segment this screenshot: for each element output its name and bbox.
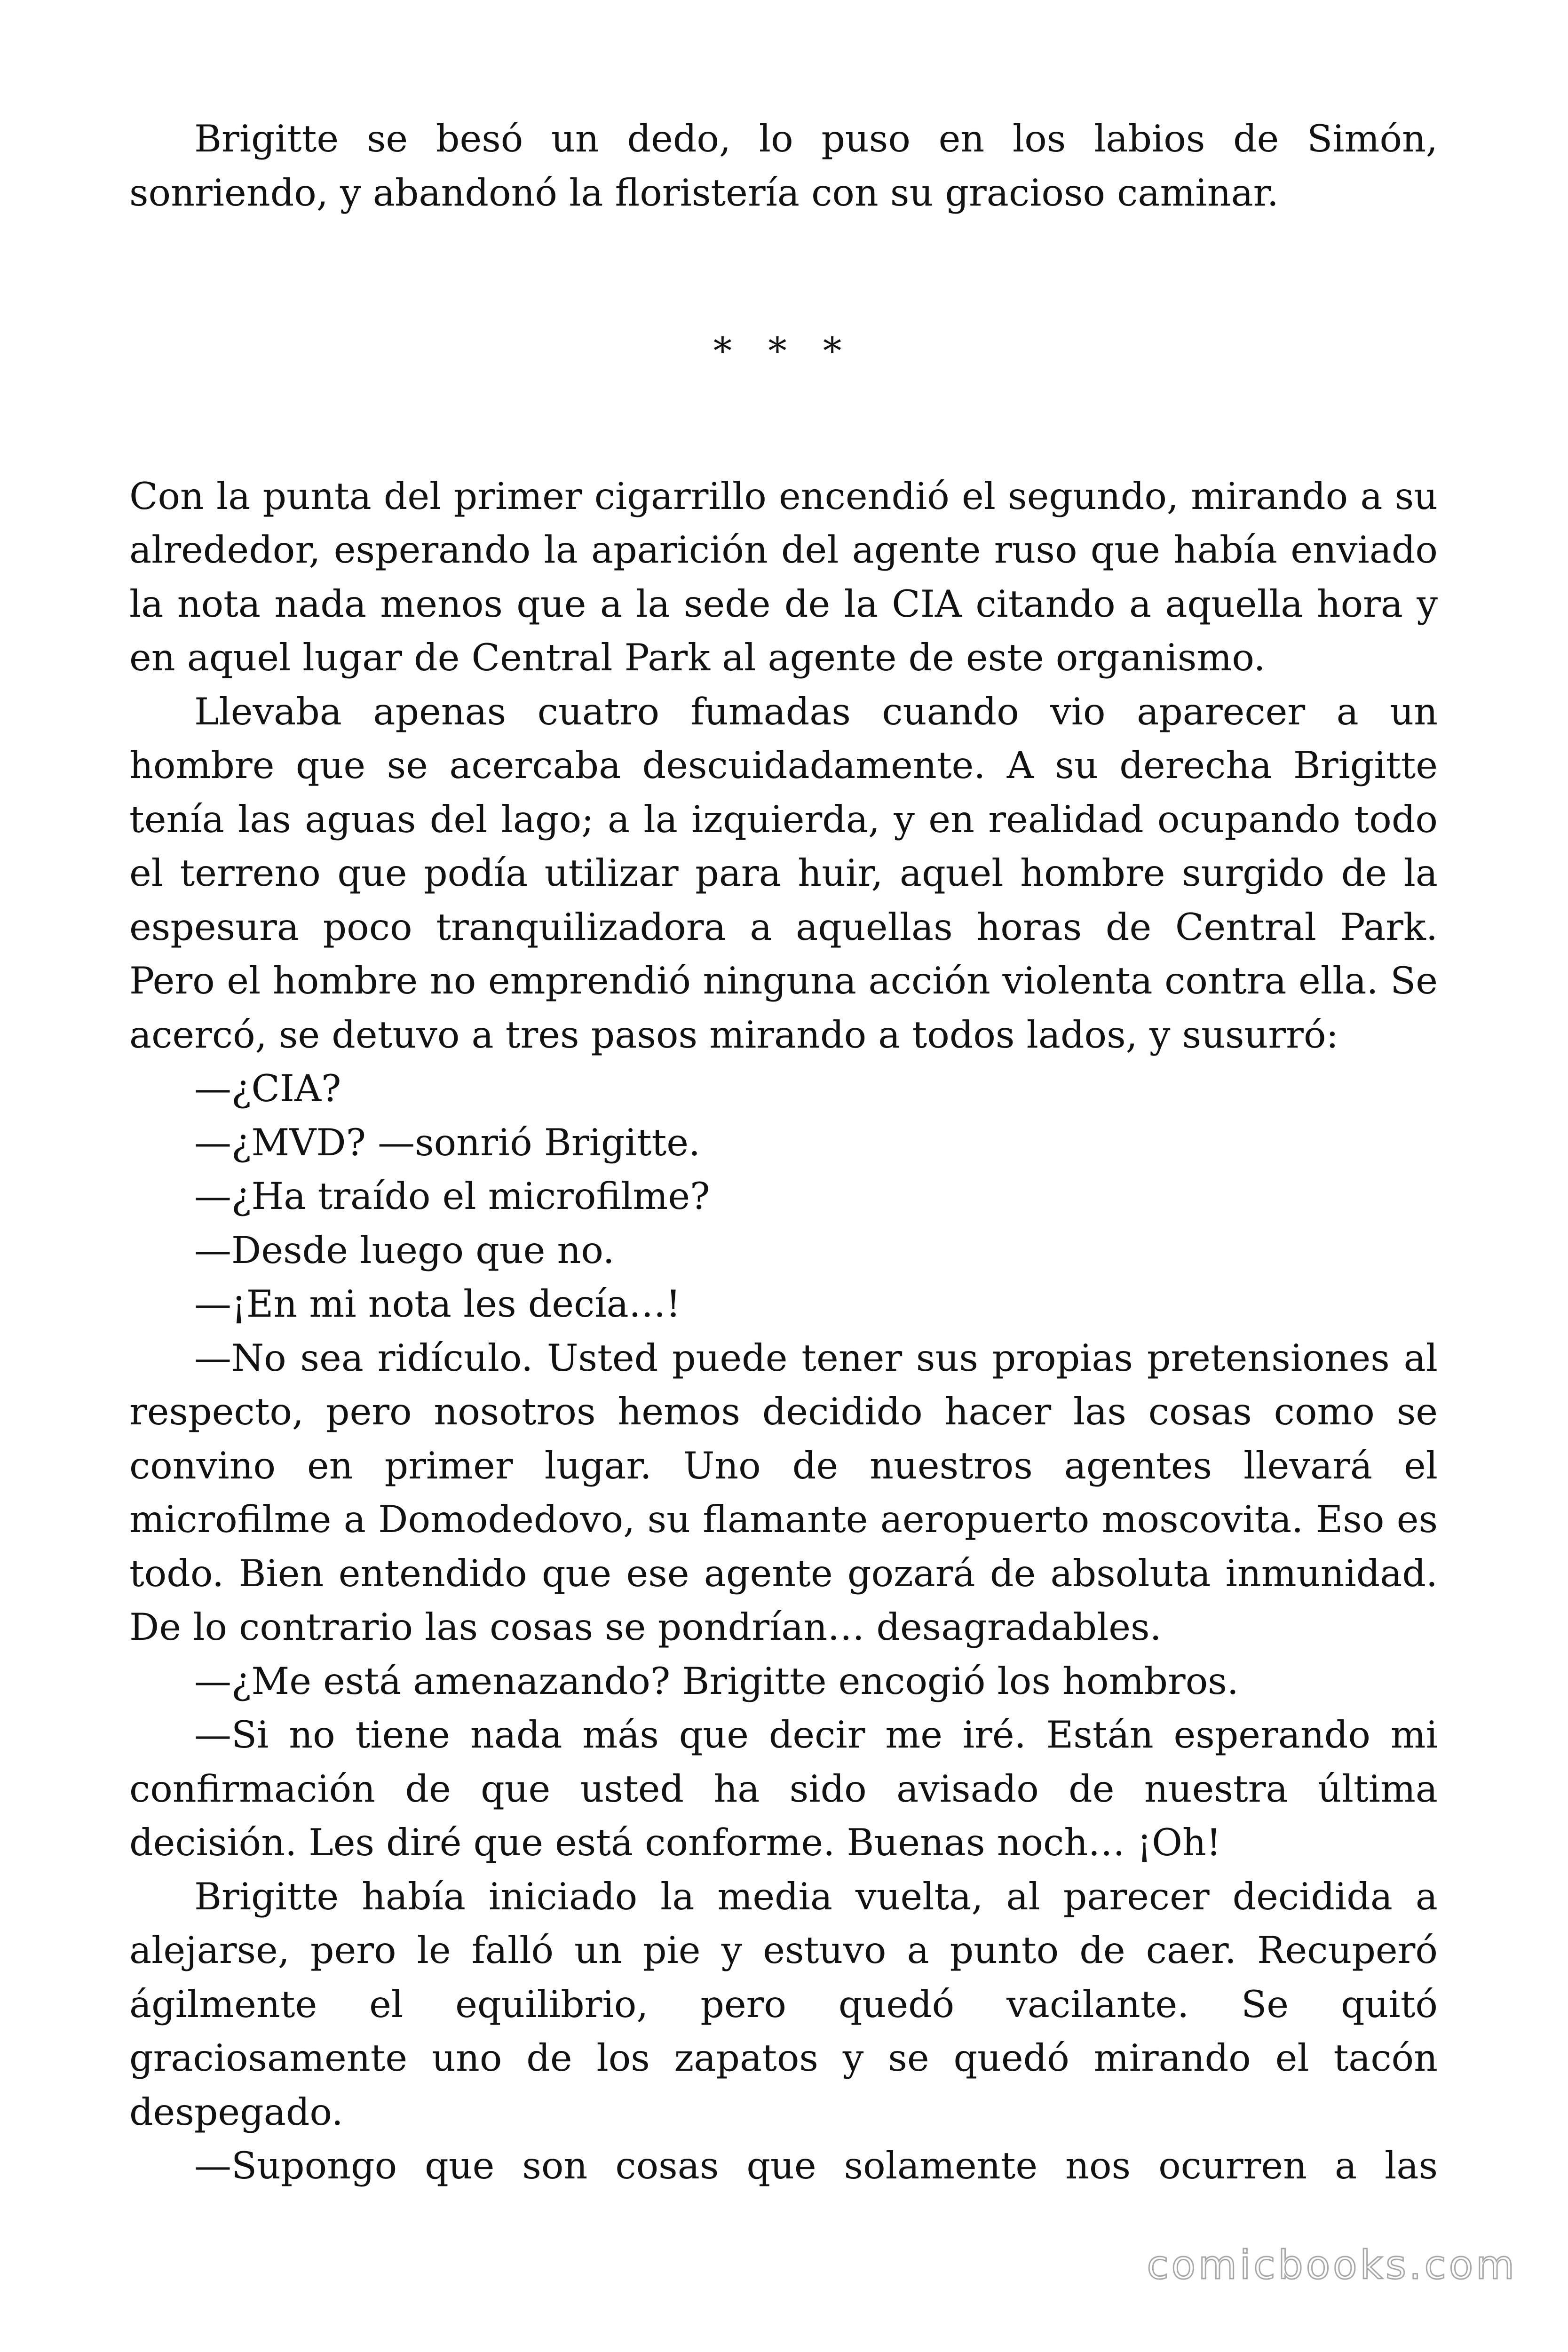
dialogue-line: —¿Ha traído el microfilme? (194, 1175, 710, 1218)
dialogue-line: —¡En mi nota les decía…! (194, 1282, 681, 1326)
paragraph-central-park: Con la punta del primer cigarrillo encendió el segundo, mirando a su alrededor, esperando la aparición del agente ruso que había enviado la nota nada menos que a la sede de la CIA citando a aquella hora y en aquel lugar de Central Park al agente de este organismo. (129, 474, 1438, 679)
spacer (129, 378, 1438, 469)
dialogue-paragraph: —Si no tiene nada más que decir me iré. Están esperando mi confirmación de que usted ha sido avisado de nuestra última decisión. Les diré que está conforme. Buenas noch… ¡Oh! (129, 1713, 1438, 1864)
book-page (129, 112, 1438, 2193)
paragraph-broken-heel: Brigitte había iniciado la media vuelta, al parecer decidida a alejarse, pero le falló un pie y estuvo a punto de caer. Recuperó ágilmente el equilibrio, pero quedó vacilante. Se quitó graciosamente uno de los zapatos y se quedó mirando el tacón despegado. (129, 1875, 1438, 2134)
dialogue-line: —¿Me está amenazando? Brigitte encogió los hombros. (194, 1659, 1239, 1703)
dialogue-line-continues: —Supongo que son cosas que solamente nos ocurren a las (194, 2144, 1438, 2187)
dialogue-line: —¿CIA? (194, 1067, 341, 1110)
dialogue-line: —¿MVD? —sonrió Brigitte. (194, 1120, 701, 1164)
dialogue-paragraph: —No sea ridículo. Usted puede tener sus propias pretensiones al respecto, pero nosotros hemos decidido hacer las cosas como se convino en primer lugar. Uno de nuestros agentes llevará el microfilme a Domodedovo, su flamante aeropuerto moscovita. Eso es todo. Bien entendido que ese agente gozará de absoluta inmunidad. De lo contrario las cosas se pondrían… desagradables. (129, 1336, 1438, 1649)
spacer (129, 220, 1438, 324)
paragraph-man-approaches: Llevaba apenas cuatro fumadas cuando vio aparecer a un hombre que se acercaba descuidadamente. A su derecha Brigitte tenía las aguas del lago; a la izquierda, y en realidad ocupando todo el terreno que podía utilizar para huir, aquel hombre surgido de la espesura poco tranquilizadora a aquellas horas de Central Park. Pero el hombre no emprendió ninguna acción violenta contra ella. Se acercó, se detuvo a tres pasos mirando a todos lados, y susurró: (129, 690, 1438, 1057)
scene-break: * * * (713, 329, 854, 373)
paragraph-brigitte-leaves: Brigitte se besó un dedo, lo puso en los labios de Simón, sonriendo, y abandonó la floristería con su gracioso caminar. (129, 117, 1438, 215)
dialogue-line: —Desde luego que no. (194, 1228, 615, 1272)
watermark-logo: comicbooks.com (1147, 2242, 1517, 2288)
